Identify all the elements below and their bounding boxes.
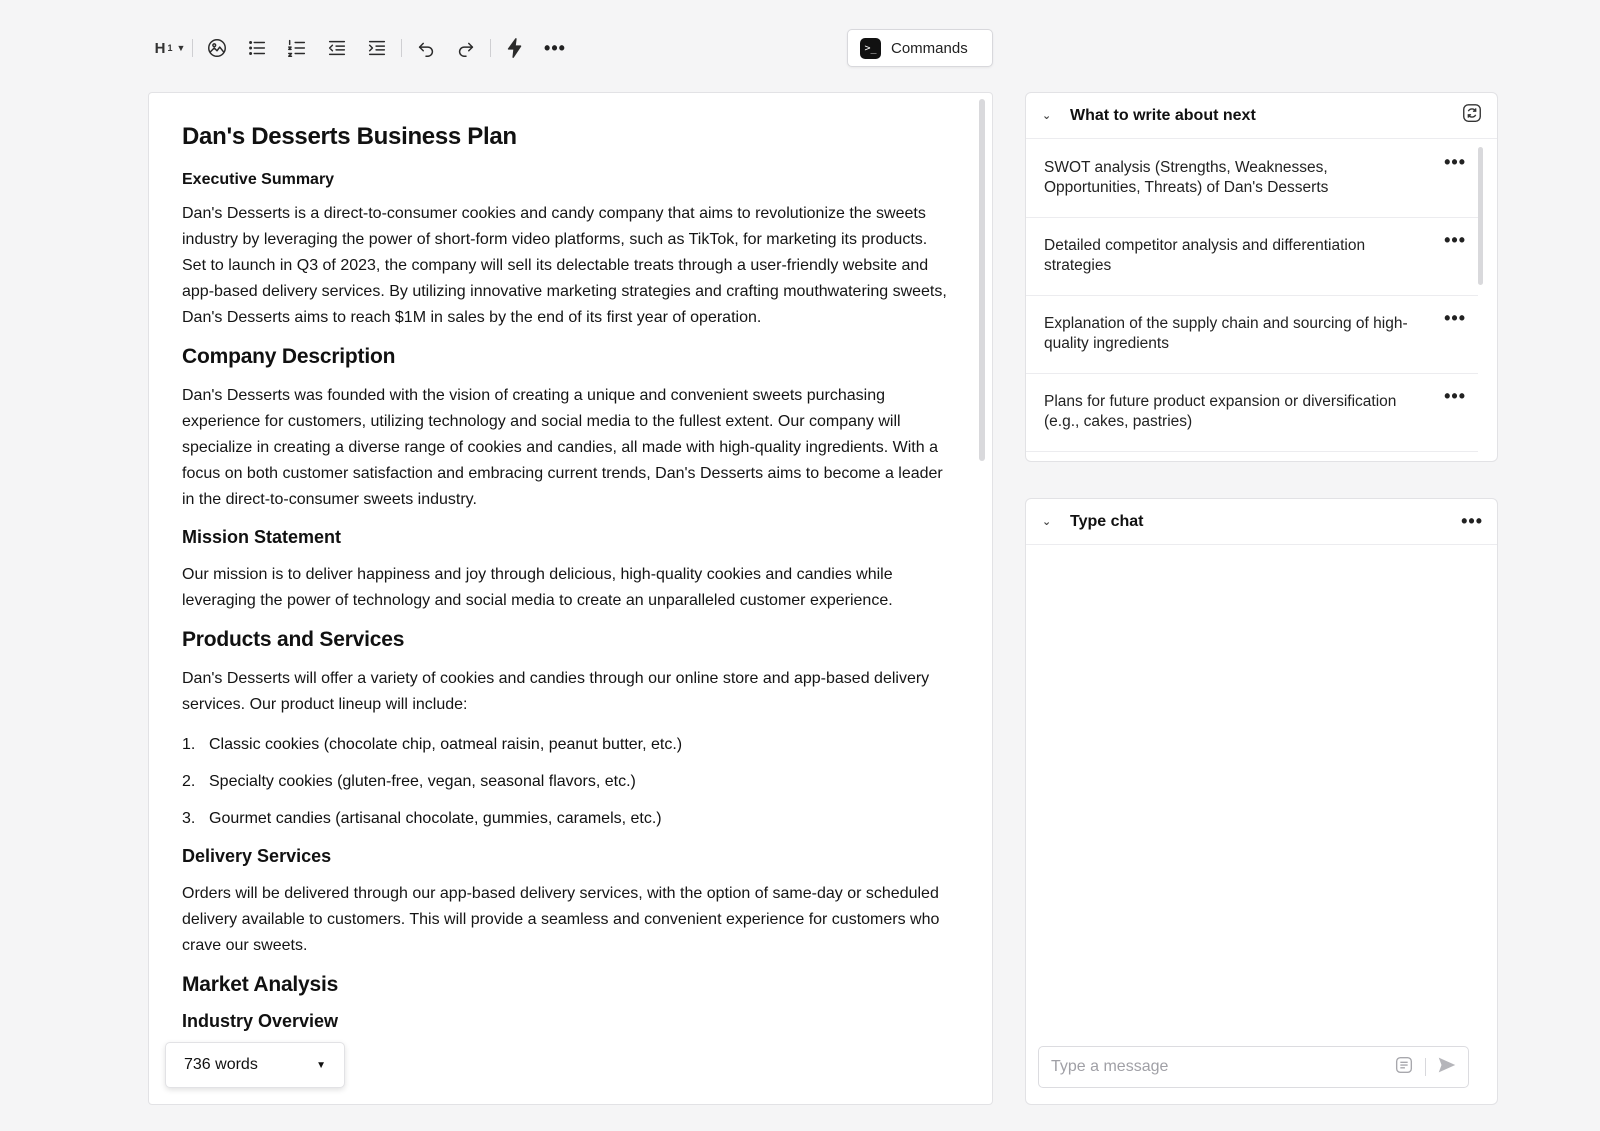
more-dots: ••• — [544, 37, 566, 58]
heading-label: H — [154, 39, 166, 57]
suggestions-list — [1026, 140, 1478, 452]
paragraph: Orders will be delivered through our app-based delivery services, with the option of same-day or scheduled delivery available to customers. This will provide a seamless and convenient experience for customers who crave our sweets. — [182, 885, 940, 954]
prompt-library-icon[interactable] — [1393, 1054, 1415, 1081]
product-list — [182, 732, 952, 832]
suggestions-scrollbar[interactable] — [1478, 147, 1483, 285]
chat-panel-title: Type chat — [1070, 512, 1144, 530]
paragraph: Dan's Desserts was founded with the vision of creating a unique and convenient sweets purchasing experience for customers, utilizing technology and social media to the fullest extent. Our company will specialize in creating a diverse range of cookies and candies, all made with high-quality ingredients. With a focus on both customer satisfaction and embracing current trends, Dan's Desserts aims to become a leader in the direct-to-consumer sweets industry. — [182, 387, 943, 508]
more-options-icon[interactable]: ••• — [1444, 230, 1466, 250]
lightning-icon[interactable] — [495, 30, 535, 66]
suggestion-item[interactable] — [1026, 374, 1478, 452]
redo-icon[interactable] — [446, 30, 486, 66]
numbered-list-icon[interactable] — [277, 30, 317, 66]
indent-icon[interactable] — [357, 30, 397, 66]
refresh-icon[interactable] — [1461, 102, 1483, 129]
commands-label: Commands — [891, 39, 968, 57]
toolbar-divider — [490, 39, 491, 57]
paragraph: Dan's Desserts will offer a variety of cookies and candies through our online store and app-based delivery services. Our product lineup will include: — [182, 670, 930, 713]
input-divider — [1425, 1058, 1426, 1076]
list-item — [182, 732, 952, 758]
list-number: 1. — [182, 736, 196, 753]
document-title: Dan's Desserts Business Plan — [182, 123, 517, 150]
list-text: Gourmet candies (artisanal chocolate, gummies, caramels, etc.) — [209, 810, 662, 827]
toolbar-divider — [192, 39, 193, 57]
chevron-down-icon[interactable]: ⌄ — [1042, 516, 1052, 528]
chevron-down-icon: ▼ — [316, 1059, 326, 1071]
bulleted-list-icon[interactable] — [237, 30, 277, 66]
suggestion-item[interactable] — [1026, 218, 1478, 296]
commands-button[interactable] — [847, 29, 993, 67]
more-options-icon[interactable]: ••• — [1461, 511, 1483, 531]
image-icon[interactable] — [197, 30, 237, 66]
heading-level: 1 — [167, 43, 173, 53]
word-count-dropdown[interactable] — [165, 1042, 345, 1088]
document-editor[interactable] — [148, 92, 993, 1105]
paragraph: Our mission is to deliver happiness and joy through delicious, high-quality cookies and candies while leveraging the power of technology and social media to create an unparalleled customer experience. — [182, 566, 893, 609]
section-heading: Industry Overview — [182, 1011, 339, 1031]
suggestions-panel — [1025, 92, 1498, 462]
toolbar-divider — [401, 39, 402, 57]
outdent-icon[interactable] — [317, 30, 357, 66]
more-options-icon[interactable]: ••• — [1444, 152, 1466, 172]
chat-input-box[interactable] — [1038, 1046, 1469, 1088]
more-icon[interactable] — [535, 30, 575, 66]
editor-scrollbar[interactable] — [979, 99, 985, 461]
list-text: Specialty cookies (gluten-free, vegan, seasonal flavors, etc.) — [209, 773, 636, 790]
list-text: Classic cookies (chocolate chip, oatmeal raisin, peanut butter, etc.) — [209, 736, 683, 753]
chevron-down-icon: ▼ — [176, 43, 186, 53]
chevron-down-icon[interactable]: ⌄ — [1042, 110, 1052, 122]
suggestion-text: Explanation of the supply chain and sourcing of high-quality ingredients — [1044, 315, 1408, 352]
suggestion-text: SWOT analysis (Strengths, Weaknesses, Opportunities, Threats) of Dan's Desserts — [1044, 159, 1329, 196]
list-item — [182, 806, 952, 832]
more-options-icon[interactable]: ••• — [1444, 308, 1466, 328]
section-heading: Mission Statement — [182, 527, 342, 547]
section-heading: Products and Services — [182, 628, 405, 651]
list-number: 3. — [182, 810, 196, 827]
chat-panel — [1025, 498, 1498, 1105]
suggestion-item[interactable] — [1026, 140, 1478, 218]
paragraph: Dan's Desserts is a direct-to-consumer cookies and candy company that aims to revolutionize the sweets industry by leveraging the power of short-form video platforms, such as TikTok, for marketing its products. Set to launch in Q3 of 2023, the company will sell its delectable treats through a user-friendly website and app-based delivery services. By utilizing innovative marketing strategies and crafting mouthwatering sweets, Dan's Desserts aims to reach $1M in sales by the end of its first year of operation. — [182, 205, 947, 326]
chat-panel-header[interactable] — [1026, 499, 1497, 545]
formatting-toolbar — [152, 30, 575, 66]
section-heading: Market Analysis — [182, 973, 339, 996]
chat-message-input[interactable] — [1051, 1058, 1393, 1076]
document-content[interactable] — [182, 123, 952, 1046]
more-options-icon[interactable]: ••• — [1444, 386, 1466, 406]
section-heading: Executive Summary — [182, 171, 335, 188]
list-item — [182, 769, 952, 795]
suggestion-text: Plans for future product expansion or diversification (e.g., cakes, pastries) — [1044, 393, 1397, 430]
section-heading: Company Description — [182, 345, 396, 368]
heading-dropdown[interactable] — [152, 30, 188, 66]
word-count-label: 736 words — [184, 1056, 258, 1073]
send-icon[interactable] — [1436, 1054, 1458, 1081]
list-number: 2. — [182, 773, 196, 790]
section-heading: Delivery Services — [182, 846, 332, 866]
suggestions-panel-header[interactable] — [1026, 93, 1497, 139]
terminal-icon: >_ — [860, 38, 881, 59]
suggestions-panel-title: What to write about next — [1070, 106, 1256, 124]
suggestion-text: Detailed competitor analysis and differentiation strategies — [1044, 237, 1366, 274]
undo-icon[interactable] — [406, 30, 446, 66]
suggestion-item[interactable] — [1026, 296, 1478, 374]
